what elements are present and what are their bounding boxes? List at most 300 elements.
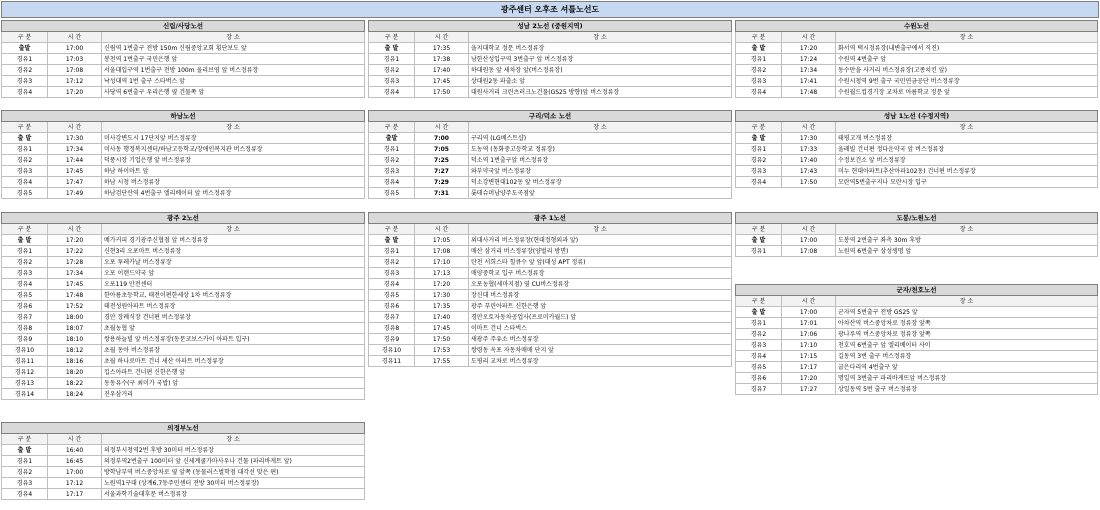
column-header-place: 장 소 <box>836 32 1098 43</box>
stop-time: 17:00 <box>782 307 836 318</box>
stop-time: 17:49 <box>48 188 102 199</box>
stop-time: 17:30 <box>415 290 469 301</box>
stop-label: 경유6 <box>736 373 782 384</box>
stop-time: 17:34 <box>782 65 836 76</box>
column-header-place: 장 소 <box>102 224 365 235</box>
stop-time: 18:16 <box>48 356 102 367</box>
stop-location: 메가커피 경기광주신협점 앞 버스정류장 <box>102 235 365 246</box>
stop-time: 17:00 <box>782 235 836 246</box>
stop-location: 모란역5번출구지나 모란시장 입구 <box>836 177 1098 188</box>
stop-time: 17:33 <box>782 144 836 155</box>
stop-location: 덕소역 1번출구앞 버스정류장 <box>469 155 732 166</box>
stop-label: 경유1 <box>369 246 415 257</box>
column-header-division: 구 분 <box>2 122 48 133</box>
stop-label: 경유3 <box>2 166 48 177</box>
table-row <box>369 65 732 76</box>
route-table <box>1 212 365 400</box>
stop-label: 경유5 <box>369 188 415 199</box>
stop-label: 경유14 <box>2 389 48 400</box>
stop-location: 하대원동 앞 세차장 앞(버스정류장) <box>469 65 732 76</box>
stop-location: 쌍령동 옥포 자동차매매 단지 앞 <box>469 345 732 356</box>
table-row <box>369 323 732 334</box>
stop-label: 경유2 <box>369 65 415 76</box>
stop-label: 출발 <box>2 43 48 54</box>
stop-time: 16:45 <box>48 456 102 467</box>
stop-time: 17:10 <box>782 340 836 351</box>
stop-label: 경유2 <box>2 155 48 166</box>
route-table <box>1 110 365 199</box>
table-row <box>369 334 732 345</box>
stop-label: 경유1 <box>736 144 782 155</box>
stop-time: 17:05 <box>415 235 469 246</box>
stop-label: 경유4 <box>736 177 782 188</box>
table-row <box>2 378 365 389</box>
column-header-time: 시 간 <box>415 32 469 43</box>
stop-label: 경유3 <box>2 268 48 279</box>
stop-time: 17:40 <box>782 155 836 166</box>
stop-time: 17:17 <box>48 489 102 500</box>
stop-location: 태전성원아파트 버스정류장 <box>102 301 365 312</box>
stop-location: 탄천 서희스타 힐큐수 앞 앞(대성 APT 정류) <box>469 257 732 268</box>
stop-time: 17:34 <box>48 144 102 155</box>
stop-location: 초월 하나로마트 건너 세산 아파트 버스정류장 <box>102 356 365 367</box>
stop-label: 경유4 <box>736 87 782 98</box>
stop-label: 경유4 <box>736 351 782 362</box>
stop-location: 동동유수(구 최미가 국밥) 앞 <box>102 378 365 389</box>
table-row <box>2 478 365 489</box>
stop-location: 노원역 6번출구 삼성생명 앞 <box>836 246 1098 257</box>
table-row <box>369 188 732 199</box>
stop-location: 하남 하이마트 앞 <box>102 166 365 177</box>
stop-time: 17:48 <box>48 290 102 301</box>
route-block-r7 <box>1 212 365 400</box>
stop-time: 17:08 <box>782 246 836 257</box>
stop-location: 아차산역 버스중앙차로 정류장 앞쪽 <box>836 318 1098 329</box>
table-row <box>736 43 1098 54</box>
stop-location: 수원월드컵경기장 교차로 아름학교 정문 앞 <box>836 87 1098 98</box>
route-table <box>368 212 732 367</box>
stop-label: 경유1 <box>2 456 48 467</box>
route-block-r6 <box>735 110 1098 188</box>
table-row <box>2 43 365 54</box>
stop-label: 출 발 <box>736 235 782 246</box>
stop-time: 17:35 <box>415 43 469 54</box>
stop-label: 경유2 <box>736 155 782 166</box>
route-block-r9 <box>735 212 1098 257</box>
stop-label: 경유13 <box>2 378 48 389</box>
route-title: 도봉/노원노선 <box>736 213 1098 224</box>
stop-location: 미누 현대아파트(추산아파102동) 건너편 버스정류장 <box>836 166 1098 177</box>
stop-time: 17:30 <box>48 133 102 144</box>
column-header-place: 장 소 <box>469 32 732 43</box>
table-row <box>369 235 732 246</box>
table-row <box>369 312 732 323</box>
stop-time: 17:48 <box>782 87 836 98</box>
table-row <box>736 54 1098 65</box>
route-title: 성남 1노선 (수정지역) <box>736 111 1098 122</box>
table-row <box>736 340 1098 351</box>
stop-time: 17:43 <box>782 166 836 177</box>
stop-location: 오포 이랜드약국 앞 <box>102 268 365 279</box>
table-row <box>2 144 365 155</box>
route-title: 군자/천호노선 <box>736 285 1098 296</box>
table-row <box>736 318 1098 329</box>
stop-label: 경유7 <box>2 312 48 323</box>
stop-label: 출 발 <box>369 43 415 54</box>
route-block-r10 <box>735 284 1098 395</box>
stop-location: 길동역 3번 출구 버스정류장 <box>836 351 1098 362</box>
table-row <box>2 76 365 87</box>
route-title: 하남노선 <box>2 111 365 122</box>
stop-time: 17:50 <box>415 334 469 345</box>
column-header-time: 시 간 <box>48 434 102 445</box>
stop-label: 경유5 <box>2 290 48 301</box>
stop-location: 쌍용하늘빌 앞 버스정류장(동문코보스카이 아파트 입구) <box>102 334 365 345</box>
column-header-place: 장 소 <box>836 296 1098 307</box>
stop-location: 외대사거리 버스정류장(현대정형외과 앞) <box>469 235 732 246</box>
table-row <box>369 144 732 155</box>
column-header-place: 장 소 <box>469 122 732 133</box>
stop-time: 18:10 <box>48 334 102 345</box>
stop-location: 미사동 행정복지센터/하남고등학교/장애인복지관 버스정류장 <box>102 144 365 155</box>
stop-time: 17:40 <box>415 65 469 76</box>
table-row <box>369 301 732 312</box>
stop-label: 경유5 <box>2 188 48 199</box>
stop-label: 경유10 <box>2 345 48 356</box>
stop-time: 17:24 <box>782 54 836 65</box>
stop-label: 경유2 <box>2 257 48 268</box>
column-header-time: 시 간 <box>782 32 836 43</box>
stop-label: 경유3 <box>369 166 415 177</box>
stop-label: 경유1 <box>2 54 48 65</box>
stop-location: 낙성대역 1번 출구 스타벅스 앞 <box>102 76 365 87</box>
table-row <box>736 76 1098 87</box>
route-title: 광주 1노선 <box>369 213 732 224</box>
column-header-place: 장 소 <box>102 434 365 445</box>
stop-location: 상대원2동 파출소 앞 <box>469 76 732 87</box>
column-header-division: 구 분 <box>736 32 782 43</box>
route-table <box>1 422 365 500</box>
stop-label: 출 발 <box>2 133 48 144</box>
stop-location: 서울과학기술대후문 버스정류장 <box>102 489 365 500</box>
stop-location: 진우삼거리 <box>102 389 365 400</box>
table-row <box>2 323 365 334</box>
route-block-r5 <box>368 110 732 199</box>
stop-label: 경유2 <box>736 329 782 340</box>
stop-location: 신림역 1번출구 전방 150m 신림중앙교회 횡단보도 앞 <box>102 43 365 54</box>
stop-label: 경유1 <box>2 144 48 155</box>
stop-time: 17:50 <box>415 87 469 98</box>
table-row <box>2 356 365 367</box>
stop-time: 17:00 <box>48 467 102 478</box>
stop-label: 경유1 <box>736 54 782 65</box>
stop-location: 킵스아파트 건너편 신한은행 앞 <box>102 367 365 378</box>
stop-label: 경유4 <box>2 87 48 98</box>
table-row <box>736 87 1098 98</box>
stop-time: 7:31 <box>415 188 469 199</box>
table-row <box>369 246 732 257</box>
stop-time: 17:12 <box>48 478 102 489</box>
stop-time: 17:01 <box>782 318 836 329</box>
stop-time: 18:07 <box>48 323 102 334</box>
stop-time: 18:24 <box>48 389 102 400</box>
stop-label: 경유10 <box>369 345 415 356</box>
stop-location: 명일역 3번출구 파리바게뜨앞 버스정류장 <box>836 373 1098 384</box>
table-row <box>736 351 1098 362</box>
stop-location: 매산 삼거리 버스정류장(양벌리 방면) <box>469 246 732 257</box>
stop-label: 경유3 <box>2 478 48 489</box>
stop-time: 17:30 <box>782 133 836 144</box>
table-row <box>736 373 1098 384</box>
column-header-division: 구 분 <box>369 32 415 43</box>
table-row <box>2 345 365 356</box>
route-title: 성남 2노선 (중원지역) <box>369 21 732 32</box>
stop-label: 경유1 <box>736 246 782 257</box>
stop-label: 출 발 <box>736 43 782 54</box>
stop-location: 하남 시청 버스정류장 <box>102 177 365 188</box>
column-header-time: 시 간 <box>782 224 836 235</box>
stop-location: 도봉역 2번출구 좌측 30m 후방 <box>836 235 1098 246</box>
stop-label: 경유3 <box>369 76 415 87</box>
route-title: 의정부노선 <box>2 423 365 434</box>
table-row <box>736 133 1098 144</box>
stop-label: 경유4 <box>2 177 48 188</box>
stop-location: 수원역 4번출구 앞 <box>836 54 1098 65</box>
stop-location: 초월 동아 버스정류장 <box>102 345 365 356</box>
table-row <box>2 279 365 290</box>
stop-location: 서울대입구역 1번출구 전방 100m 올리브영 앞 버스정류장 <box>102 65 365 76</box>
stop-time: 17:20 <box>782 373 836 384</box>
stop-label: 경유2 <box>736 65 782 76</box>
column-header-time: 시 간 <box>415 224 469 235</box>
stop-location: 동수만을 사거리 버스정류장(고종치킨 앞) <box>836 65 1098 76</box>
table-row <box>369 290 732 301</box>
stop-label: 경유4 <box>369 87 415 98</box>
route-table <box>735 284 1098 395</box>
route-title: 수원노선 <box>736 21 1098 32</box>
stop-location: 와부약국앞 버스정류장 <box>469 166 732 177</box>
stop-time: 17:20 <box>782 43 836 54</box>
column-header-place: 장 소 <box>469 224 732 235</box>
stop-location: 장신대 버스정류장 <box>469 290 732 301</box>
stop-time: 17:20 <box>48 87 102 98</box>
stop-location: 경안오토자동차공업사(프로미카월드) 앞 <box>469 312 732 323</box>
table-row <box>736 177 1098 188</box>
stop-label: 경유2 <box>369 257 415 268</box>
stop-time: 17:06 <box>782 329 836 340</box>
table-row <box>369 43 732 54</box>
table-row <box>2 166 365 177</box>
stop-time: 17:45 <box>48 279 102 290</box>
stop-location: 화서역 택시정류장(내변출구에서 직진) <box>836 43 1098 54</box>
stop-time: 17:03 <box>48 54 102 65</box>
stop-time: 17:52 <box>48 301 102 312</box>
stop-time: 17:45 <box>48 166 102 177</box>
column-header-division: 구 분 <box>2 224 48 235</box>
table-row <box>369 54 732 65</box>
table-row <box>2 133 365 144</box>
stop-time: 17:22 <box>48 246 102 257</box>
stop-label: 경유1 <box>369 144 415 155</box>
table-row <box>2 301 365 312</box>
stop-label: 경유11 <box>2 356 48 367</box>
stop-time: 17:45 <box>415 76 469 87</box>
stop-location: 덕소강변현대102동 앞 버스정류장 <box>469 177 732 188</box>
table-row <box>369 87 732 98</box>
table-row <box>736 166 1098 177</box>
route-block-r8 <box>368 212 732 367</box>
stop-label: 경유1 <box>736 318 782 329</box>
table-row <box>736 155 1098 166</box>
table-row <box>2 155 365 166</box>
stop-time: 17:20 <box>48 235 102 246</box>
table-row <box>2 367 365 378</box>
stop-label: 경유2 <box>369 155 415 166</box>
table-row <box>369 345 732 356</box>
stop-label: 경유2 <box>2 467 48 478</box>
column-header-time: 시 간 <box>48 32 102 43</box>
stop-label: 경유3 <box>369 268 415 279</box>
table-row <box>2 489 365 500</box>
table-row <box>2 54 365 65</box>
stop-location: 천호역 6번출구 앞 엘리베이터 사이 <box>836 340 1098 351</box>
column-header-place: 장 소 <box>102 32 365 43</box>
column-header-division: 구 분 <box>736 122 782 133</box>
stop-time: 17:17 <box>782 362 836 373</box>
route-table <box>368 20 732 98</box>
stop-label: 경유12 <box>2 367 48 378</box>
stop-time: 17:44 <box>48 155 102 166</box>
stop-label: 경유8 <box>369 323 415 334</box>
route-table <box>735 212 1098 257</box>
stop-label: 경유6 <box>369 301 415 312</box>
table-row <box>2 257 365 268</box>
table-row <box>2 268 365 279</box>
table-row <box>369 257 732 268</box>
column-header-division: 구 분 <box>2 32 48 43</box>
stop-time: 17:12 <box>48 76 102 87</box>
stop-location: 수원시청역 9번 출구 국민연금공단 버스정류장 <box>836 76 1098 87</box>
stop-time: 17:41 <box>782 76 836 87</box>
stop-location: 광주 푸린아파트 신한은행 앞 <box>469 301 732 312</box>
stop-label: 경유3 <box>2 76 48 87</box>
stop-label: 경유7 <box>369 312 415 323</box>
stop-location: 대원사거리 크린츠러크노건물(GS25 방향)앞 버스정류장 <box>469 87 732 98</box>
stop-label: 경유9 <box>369 334 415 345</box>
stop-location: 매양중학교 입구 버스정류장 <box>469 268 732 279</box>
route-title: 구리/덕소 노선 <box>369 111 732 122</box>
table-row <box>2 445 365 456</box>
stop-location: 신현3리 오포마트 버스정류장 <box>102 246 365 257</box>
table-row <box>2 312 365 323</box>
table-row <box>736 144 1098 155</box>
stop-location: 덕풍시장 기업은행 앞 버스정류장 <box>102 155 365 166</box>
table-row <box>2 87 365 98</box>
stop-location: 의정부역2번출구 100미터 앞 신세계쿨가마사우나 건물 (파리바게트 앞) <box>102 456 365 467</box>
stop-time: 17:10 <box>415 257 469 268</box>
table-row <box>736 384 1098 395</box>
stop-location: 의정부시청역2번 후방 30미터 버스정류장 <box>102 445 365 456</box>
stop-location: 롯데슈퍼남양주도곡점앞 <box>469 188 732 199</box>
column-header-division: 구 분 <box>736 224 782 235</box>
table-row <box>2 65 365 76</box>
stop-location: 군자역 5번출구 전방 GS25 앞 <box>836 307 1098 318</box>
stop-time: 7:00 <box>415 133 469 144</box>
table-row <box>369 166 732 177</box>
column-header-place: 장 소 <box>836 122 1098 133</box>
table-row <box>2 389 365 400</box>
table-row <box>2 188 365 199</box>
column-header-place: 장 소 <box>836 224 1098 235</box>
column-header-time: 시 간 <box>48 122 102 133</box>
column-header-division: 구 분 <box>369 122 415 133</box>
table-row <box>369 76 732 87</box>
stop-location: 한아름초등학교, 태전이편한세상 1차 버스정류장 <box>102 290 365 301</box>
stop-time: 17:34 <box>48 268 102 279</box>
stop-label: 경유4 <box>2 279 48 290</box>
stop-location: 을지대학교 정문 버스정류장 <box>469 43 732 54</box>
table-row <box>736 362 1098 373</box>
route-block-r2 <box>368 20 732 98</box>
stop-location: 초월농협 앞 <box>102 323 365 334</box>
stop-time: 17:47 <box>48 177 102 188</box>
column-header-division: 구 분 <box>736 296 782 307</box>
column-header-division: 구 분 <box>369 224 415 235</box>
stop-label: 경유4 <box>369 177 415 188</box>
table-row <box>736 307 1098 318</box>
route-table <box>735 20 1098 98</box>
stop-label: 경유11 <box>369 356 415 367</box>
column-header-time: 시 간 <box>782 122 836 133</box>
table-row <box>2 177 365 188</box>
stop-label: 경유3 <box>736 340 782 351</box>
column-header-place: 장 소 <box>102 122 365 133</box>
table-row <box>2 467 365 478</box>
stop-label: 경유1 <box>369 54 415 65</box>
stop-location: 도농역 (동화중고등학교 정류장) <box>469 144 732 155</box>
route-block-r4 <box>1 110 365 199</box>
stop-label: 경유4 <box>2 489 48 500</box>
table-row <box>736 65 1098 76</box>
table-row <box>2 235 365 246</box>
route-block-r1 <box>1 20 365 98</box>
route-title: 신림/사당노선 <box>2 21 365 32</box>
column-header-time: 시 간 <box>415 122 469 133</box>
stop-location: 수정보건소 앞 버스정류장 <box>836 155 1098 166</box>
table-row <box>369 177 732 188</box>
stop-location: 봉천역 1번출구 국민은행 앞 <box>102 54 365 65</box>
stop-location: 구리역 (LG베스트샵) <box>469 133 732 144</box>
stop-time: 17:55 <box>415 356 469 367</box>
stop-time: 7:27 <box>415 166 469 177</box>
stop-time: 17:13 <box>415 268 469 279</box>
table-row <box>369 279 732 290</box>
route-block-r3 <box>735 20 1098 98</box>
stop-location: 올레빌 건너편 정다운약국 앞 버스정류장 <box>836 144 1098 155</box>
stop-label: 경유6 <box>2 301 48 312</box>
column-header-time: 시 간 <box>782 296 836 307</box>
stop-time: 17:35 <box>415 301 469 312</box>
stop-location: 방학남부역 버스중앙차로 옆 앞쪽 (동물러스벌학점 대각선 맞은 편) <box>102 467 365 478</box>
table-row <box>2 290 365 301</box>
column-header-division: 구 분 <box>2 434 48 445</box>
stop-label: 출 발 <box>2 235 48 246</box>
stop-location: 미사강변도시 17단지앞 버스정류장 <box>102 133 365 144</box>
route-table <box>1 20 365 98</box>
table-row <box>369 155 732 166</box>
table-row <box>2 334 365 345</box>
stop-time: 17:00 <box>48 43 102 54</box>
